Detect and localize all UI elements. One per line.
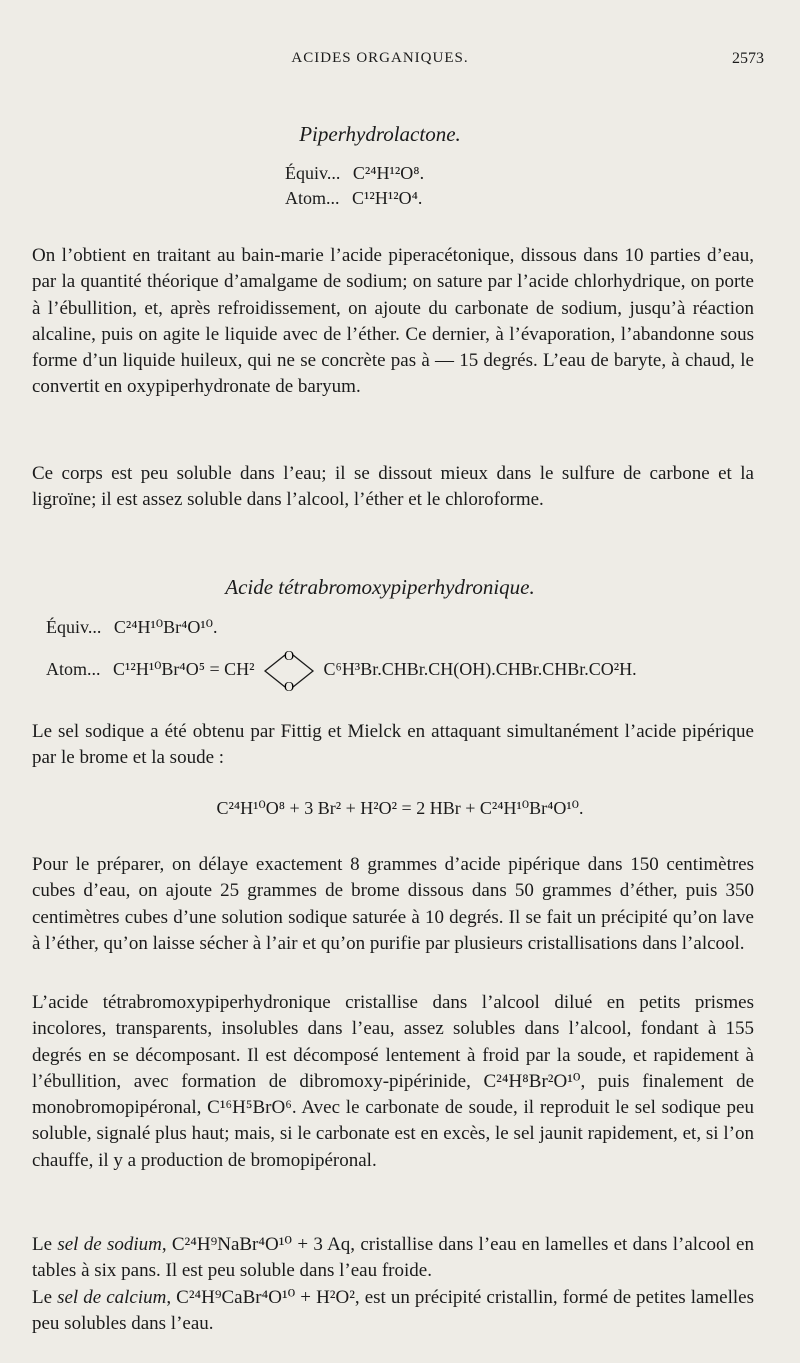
atom-formula-left: C¹²H¹⁰Br⁴O⁵ = CH² [113, 659, 255, 680]
section-title-acide: Acide tétrabromoxypiperhydronique. [225, 575, 535, 599]
term-sel-de-sodium: sel de sodium [57, 1234, 162, 1255]
atom-label-2: Atom... [46, 659, 101, 680]
atom-label: Atom... [285, 188, 340, 208]
reaction-equation: C²⁴H¹⁰O⁸ + 3 Br² + H²O² = 2 HBr + C²⁴H¹⁰Br⁴O¹⁰. [216, 798, 584, 818]
paragraph-sel-sodique: Le sel sodique a été obtenu par Fittig et Mielck en attaquant simultanément l’acide pipérique par le brome et la soude : [32, 721, 754, 769]
atom-formula-line-2 [46, 649, 637, 693]
paragraph-sel-de-sodium [32, 1232, 754, 1285]
paragraph-preparation: On l’obtient en traitant au bain-marie l’acide piperacétonique, dissous dans 10 parties d’eau, par la quantité théorique d’amalgame de sodium; on sature par l’acide chlorhydrique, on porte à l’ébullition, et, après refroidissement, on ajoute du carbonate de sodium, jusqu’à réaction alcaline, puis on agite le liquide avec de l’éther. Ce dernier, à l’évaporation, l’abandonne sous forme d’un liquide huileux, qui ne se concrète pas à — 15 degrés. L’eau de baryte, à chaud, le convertit en oxypiperhydronate de baryum. [32, 245, 754, 398]
equiv-formula-line-2 [46, 617, 218, 638]
equiv-formula: C²⁴H¹²O⁸. [352, 163, 425, 183]
equiv-formula-line [285, 163, 424, 184]
para6-rest: , C²⁴H⁹NaBr⁴O¹⁰ + 3 Aq, cristallise dans l’eau en lamelles et dans l’alcool en tables à six pans. Il est peu soluble dans l’eau froide. [32, 1234, 754, 1282]
atom-formula-right: C⁶H³Br.CHBr.CH(OH).CHBr.CHBr.CO²H. [323, 659, 637, 680]
equiv-formula-2: C²⁴H¹⁰Br⁴O¹⁰. [113, 617, 218, 637]
para7-rest: , C²⁴H⁹CaBr⁴O¹⁰ + H²O², est un précipité cristallin, formé de petites lamelles peu solubles dans l’eau. [32, 1287, 754, 1335]
para6-lead: Le [32, 1234, 58, 1255]
page-number: 2573 [732, 50, 764, 67]
page-header [0, 50, 800, 74]
atom-formula-line [285, 188, 422, 209]
paragraph-sel-de-calcium [32, 1285, 754, 1338]
ring-bottom-oxygen: O [283, 680, 295, 693]
term-sel-de-calcium: sel de calcium [57, 1287, 167, 1308]
ring-top-oxygen: O [283, 649, 295, 664]
equiv-label: Équiv... [285, 163, 341, 183]
atom-formula: C¹²H¹²O⁴. [352, 188, 423, 208]
section-title-piperhydrolactone: Piperhydrolactone. [299, 122, 461, 146]
equiv-label-2: Équiv... [46, 617, 102, 637]
running-title: ACIDES ORGANIQUES. [291, 50, 469, 66]
para7-lead: Le [32, 1287, 58, 1308]
paragraph-solubility: Ce corps est peu soluble dans l’eau; il se dissout mieux dans le sulfure de carbone et la ligroïne; il est assez soluble dans l’alcool, l’éther et le chloroforme. [32, 463, 754, 511]
methylenedioxy-ring-icon [261, 649, 317, 693]
paragraph-preparer: Pour le préparer, on délaye exactement 8 grammes d’acide pipérique dans 150 centimètres cubes d’eau, on ajoute 25 grammes de brome dissous dans 50 grammes d’éther, puis 350 centimètres cubes d’une solution sodique saturée à 10 degrés. Il se fait un précipité qu’on lave à l’éther, qu’on laisse sécher à l’air et qu’on purifie par plusieurs cristallisations dans l’alcool. [32, 854, 754, 954]
paragraph-properties: L’acide tétrabromoxypiperhydronique cristallise dans l’alcool dilué en petits prismes incolores, transparents, insolubles dans l’eau, assez solubles dans l’alcool, fondant à 155 degrés en se décomposant. Il est décomposé lentement à froid par la soude, et rapidement à l’ébullition, avec formation de dibromoxy-pipérinide, C²⁴H⁸Br²O¹⁰, puis finalement de monobromopipéronal, C¹⁶H⁵BrO⁶. Avec le carbonate de soude, il reproduit le sel sodique peu soluble, signalé plus haut; mais, si le carbonate est en excès, le sel jaunit rapidement, et, si l’on chauffe, il y a production de bromopipéronal. [32, 992, 754, 1171]
